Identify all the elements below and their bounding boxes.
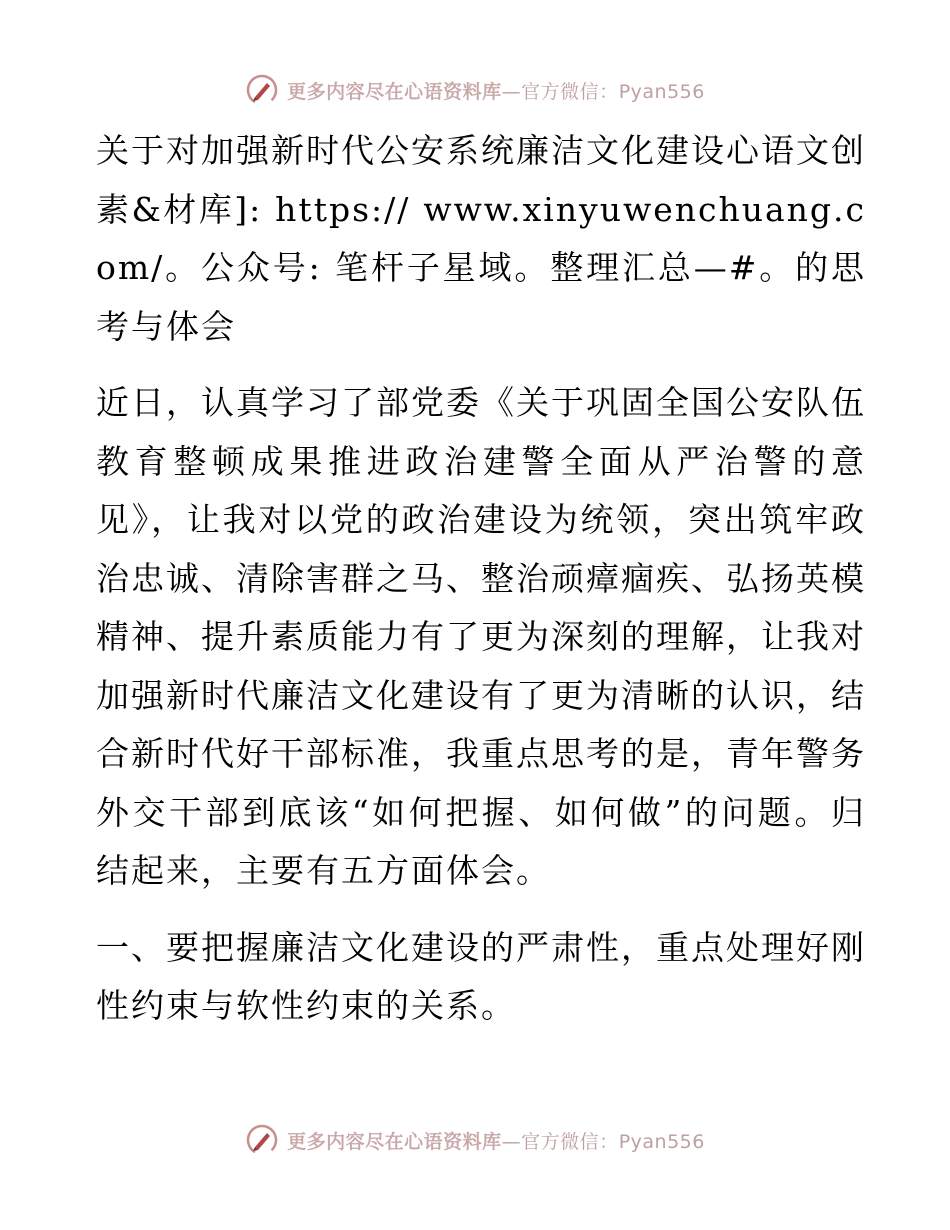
watermark-official-label: 官方微信： <box>521 80 619 103</box>
section-heading-1: 一、要把握廉洁文化建设的严肃性，重点处理好刚性约束与软性约束的关系。 <box>96 927 866 1025</box>
watermark-dash: — <box>501 1130 522 1153</box>
header-watermark-banner <box>0 70 950 110</box>
footer-watermark-banner <box>0 1120 950 1160</box>
paragraph-intro: 近日，认真学习了部党委《关于巩固全国公安队伍教育整顿成果推进政治建警全面从严治警的意见》，让我对以党的政治建设为统领，突出筑牢政治忠诚、清除害群之马、整治顽瘴痼疾、弘扬英模精神、提升素质能力有了更为深刻的理解，让我对加强新时代廉洁文化建设有了更为清晰的认识，结合新时代好干部标准，我重点思考的是，青年警务外交干部到底该“如何把握、如何做”的问题。归结起来，主要有五方面体会。 <box>96 383 866 890</box>
watermark-wechat-id: Pyan556 <box>618 80 705 103</box>
brush-pen-logo-icon <box>245 73 279 107</box>
watermark-dash: — <box>501 80 522 103</box>
document-title: 关于对加强新时代公安系统廉洁文化建设心语文创素&材库]: https:// www.xinyuwenchuang.com/。公众号: 笔杆子星域。整理汇总—#。的思考与体会 <box>96 131 866 346</box>
watermark-brand: 更多内容尽在心语资料库 <box>287 80 502 103</box>
watermark-wechat-id: Pyan556 <box>618 1130 705 1153</box>
document-body <box>96 122 866 1036</box>
watermark-brand: 更多内容尽在心语资料库 <box>287 1130 502 1153</box>
brush-pen-logo-icon <box>245 1123 279 1157</box>
watermark-text <box>287 1127 705 1154</box>
watermark-official-label: 官方微信： <box>521 1130 619 1153</box>
watermark-text <box>287 77 705 104</box>
